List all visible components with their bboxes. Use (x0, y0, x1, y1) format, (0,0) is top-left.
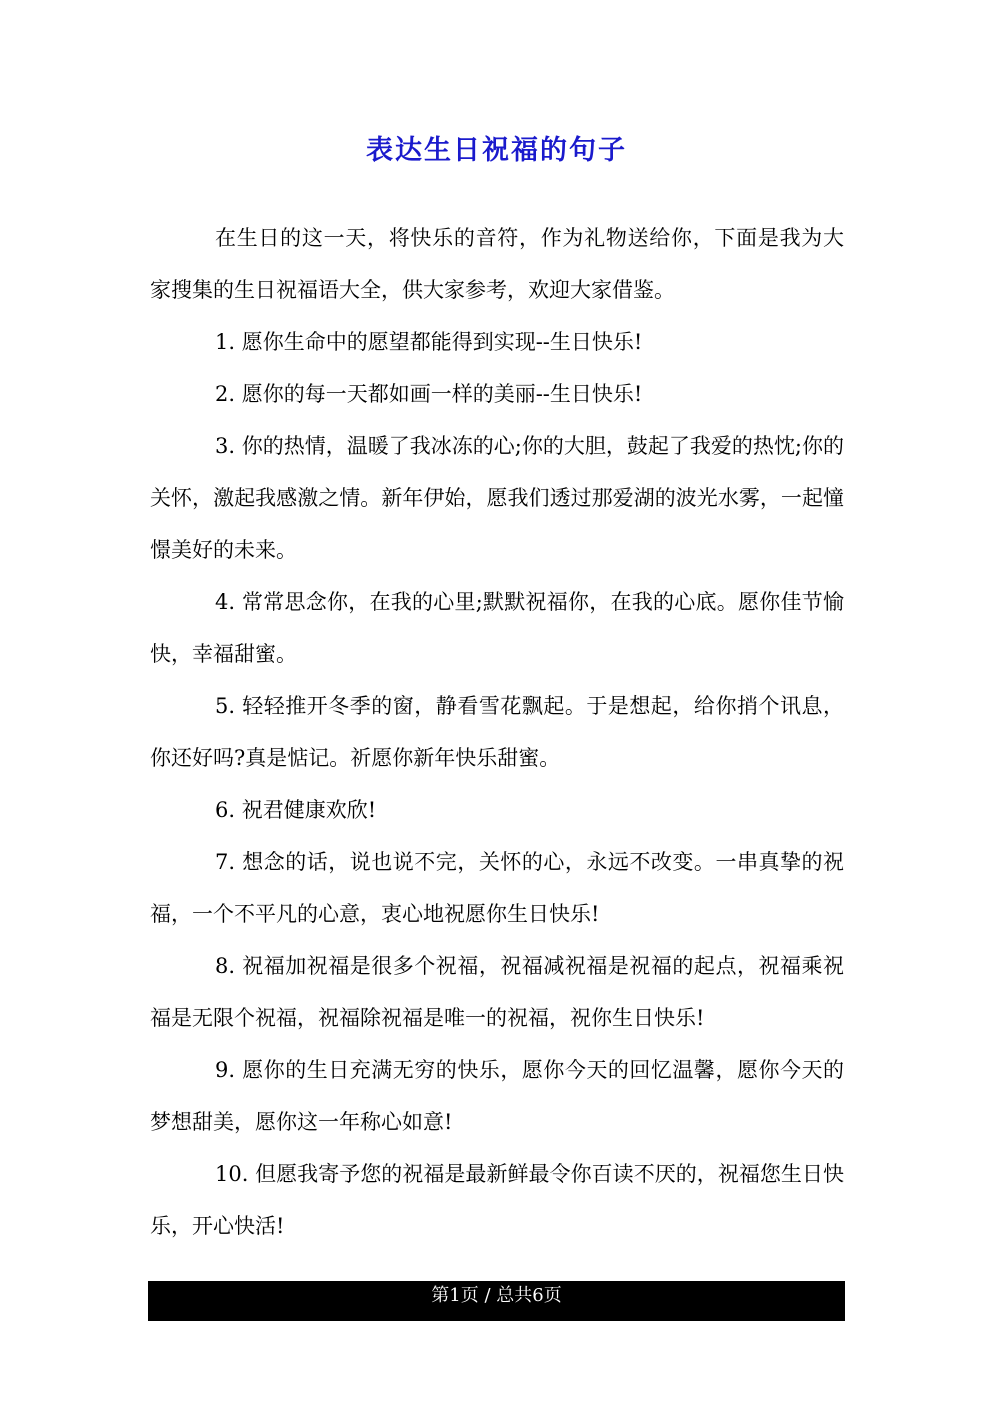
list-item: 9. 愿你的生日充满无穷的快乐，愿你今天的回忆温馨，愿你今天的梦想甜美，愿你这一年称心如意! (150, 1058, 844, 1134)
list-item: 4. 常常思念你，在我的心里;默默祝福你，在我的心底。愿你佳节愉快，幸福甜蜜。 (150, 590, 844, 666)
list-item: 8. 祝福加祝福是很多个祝福，祝福减祝福是祝福的起点，祝福乘祝福是无限个祝福，祝福除祝福是唯一的祝福，祝你生日快乐! (150, 954, 844, 1030)
list-item: 3. 你的热情，温暖了我冰冻的心;你的大胆，鼓起了我爱的热忱;你的关怀，激起我感激之情。新年伊始，愿我们透过那爱湖的波光水雾，一起憧憬美好的未来。 (150, 434, 844, 562)
document-body (150, 212, 844, 1252)
list-item: 2. 愿你的每一天都如画一样的美丽--生日快乐! (215, 382, 643, 406)
page-footer (148, 1281, 845, 1321)
list-item: 5. 轻轻推开冬季的窗，静看雪花飘起。于是想起，给你捎个讯息，你还好吗?真是惦记。祈愿你新年快乐甜蜜。 (150, 694, 844, 770)
page-title: 表达生日祝福的句子 (366, 135, 627, 166)
list-item: 1. 愿你生命中的愿望都能得到实现--生日快乐! (215, 330, 643, 354)
list-item: 10. 但愿我寄予您的祝福是最新鲜最令你百读不厌的，祝福您生日快乐，开心快活! (150, 1162, 844, 1238)
list-item: 6. 祝君健康欢欣! (215, 798, 377, 822)
list-item: 7. 想念的话，说也说不完，关怀的心，永远不改变。一串真挚的祝福，一个不平凡的心意，衷心地祝愿你生日快乐! (150, 850, 844, 926)
page-indicator: 第1页 / 总共6页 (431, 1285, 562, 1306)
intro-paragraph: 在生日的这一天，将快乐的音符，作为礼物送给你，下面是我为大家搜集的生日祝福语大全，供大家参考，欢迎大家借鉴。 (150, 226, 844, 302)
